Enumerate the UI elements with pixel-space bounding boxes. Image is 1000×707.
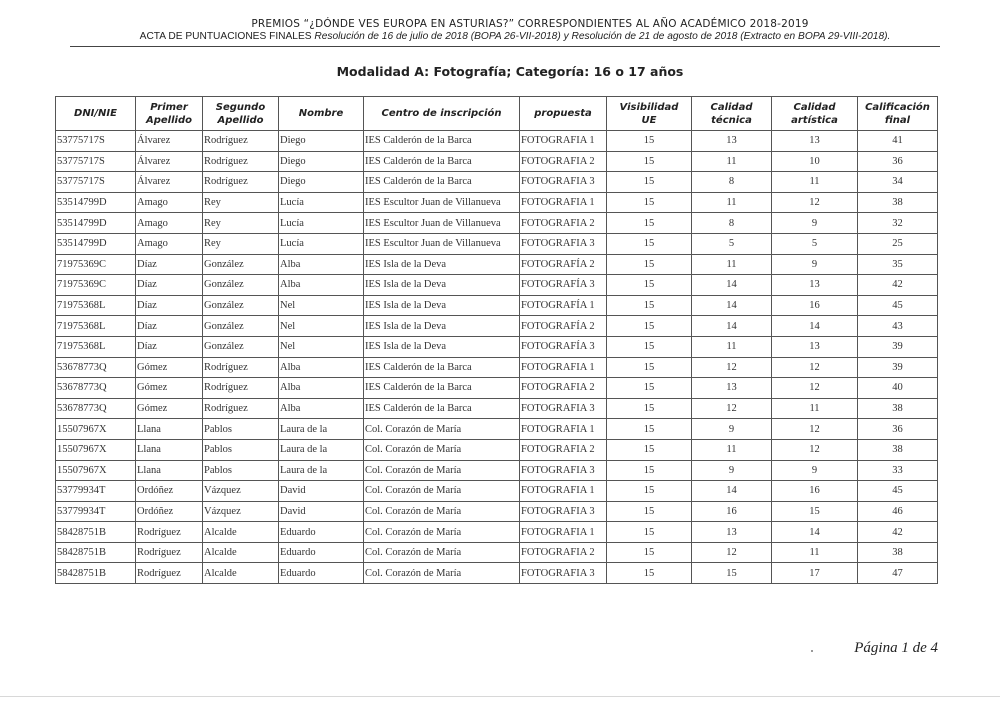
cell-centro: Col. Corazón de María bbox=[364, 419, 520, 440]
cell-propuesta: FOTOGRAFIA 3 bbox=[520, 563, 607, 584]
cell-calificacion-final: 47 bbox=[858, 563, 938, 584]
table-row bbox=[56, 563, 938, 584]
cell-nombre: Alba bbox=[279, 275, 364, 296]
cell-dni: 53779934T bbox=[56, 481, 136, 502]
cell-segundo-apellido: Rodríguez bbox=[203, 378, 279, 399]
cell-calidad-artistica: 14 bbox=[772, 316, 858, 337]
cell-primer-apellido: Amago bbox=[136, 233, 203, 254]
cell-dni: 53514799D bbox=[56, 192, 136, 213]
cell-dni: 53514799D bbox=[56, 213, 136, 234]
cell-segundo-apellido: Rodríguez bbox=[203, 357, 279, 378]
cell-calificacion-final: 36 bbox=[858, 419, 938, 440]
cell-propuesta: FOTOGRAFIA 1 bbox=[520, 357, 607, 378]
cell-calificacion-final: 39 bbox=[858, 336, 938, 357]
cell-visibilidad: 15 bbox=[607, 542, 692, 563]
cell-calidad-artistica: 12 bbox=[772, 357, 858, 378]
table-row bbox=[56, 522, 938, 543]
cell-propuesta: FOTOGRAFIA 3 bbox=[520, 398, 607, 419]
cell-primer-apellido: Gómez bbox=[136, 398, 203, 419]
cell-centro: Col. Corazón de María bbox=[364, 460, 520, 481]
cell-primer-apellido: Díaz bbox=[136, 336, 203, 357]
cell-primer-apellido: Álvarez bbox=[136, 172, 203, 193]
cell-dni: 53678773Q bbox=[56, 357, 136, 378]
col-propuesta: propuesta bbox=[520, 97, 607, 131]
cell-nombre: David bbox=[279, 501, 364, 522]
header-subtitle bbox=[30, 31, 1000, 42]
cell-propuesta: FOTOGRAFIA 2 bbox=[520, 378, 607, 399]
table-row bbox=[56, 378, 938, 399]
cell-propuesta: FOTOGRAFÍA 3 bbox=[520, 336, 607, 357]
cell-nombre: Nel bbox=[279, 316, 364, 337]
table-row bbox=[56, 398, 938, 419]
col-nombre: Nombre bbox=[279, 97, 364, 131]
cell-visibilidad: 15 bbox=[607, 295, 692, 316]
table-row bbox=[56, 439, 938, 460]
cell-primer-apellido: Rodríguez bbox=[136, 542, 203, 563]
table-row bbox=[56, 542, 938, 563]
table-row bbox=[56, 295, 938, 316]
cell-propuesta: FOTOGRAFIA 1 bbox=[520, 192, 607, 213]
cell-segundo-apellido: González bbox=[203, 254, 279, 275]
cell-centro: Col. Corazón de María bbox=[364, 481, 520, 502]
cell-segundo-apellido: Pablos bbox=[203, 419, 279, 440]
table-row bbox=[56, 336, 938, 357]
cell-calidad-tecnica: 14 bbox=[692, 295, 772, 316]
cell-dni: 53514799D bbox=[56, 233, 136, 254]
cell-centro: IES Isla de la Deva bbox=[364, 275, 520, 296]
cell-visibilidad: 15 bbox=[607, 460, 692, 481]
cell-calificacion-final: 36 bbox=[858, 151, 938, 172]
cell-dni: 58428751B bbox=[56, 522, 136, 543]
cell-propuesta: FOTOGRAFIA 2 bbox=[520, 439, 607, 460]
cell-calidad-artistica: 12 bbox=[772, 378, 858, 399]
cell-nombre: Alba bbox=[279, 378, 364, 399]
cell-segundo-apellido: Rey bbox=[203, 192, 279, 213]
cell-centro: Col. Corazón de María bbox=[364, 563, 520, 584]
cell-calificacion-final: 38 bbox=[858, 398, 938, 419]
cell-visibilidad: 15 bbox=[607, 131, 692, 152]
cell-calidad-artistica: 10 bbox=[772, 151, 858, 172]
cell-nombre: Eduardo bbox=[279, 563, 364, 584]
cell-centro: Col. Corazón de María bbox=[364, 522, 520, 543]
cell-segundo-apellido: Pablos bbox=[203, 439, 279, 460]
cell-visibilidad: 15 bbox=[607, 254, 692, 275]
cell-visibilidad: 15 bbox=[607, 378, 692, 399]
cell-primer-apellido: Rodríguez bbox=[136, 522, 203, 543]
cell-calificacion-final: 42 bbox=[858, 522, 938, 543]
cell-dni: 71975368L bbox=[56, 295, 136, 316]
cell-primer-apellido: Álvarez bbox=[136, 151, 203, 172]
cell-calidad-artistica: 11 bbox=[772, 172, 858, 193]
header-divider bbox=[70, 46, 940, 47]
page-number: Página 1 de 4 bbox=[854, 640, 938, 656]
cell-primer-apellido: Rodríguez bbox=[136, 563, 203, 584]
cell-calidad-tecnica: 12 bbox=[692, 542, 772, 563]
cell-segundo-apellido: Alcalde bbox=[203, 522, 279, 543]
cell-calidad-artistica: 9 bbox=[772, 254, 858, 275]
cell-primer-apellido: Gómez bbox=[136, 378, 203, 399]
cell-primer-apellido: Ordóñez bbox=[136, 501, 203, 522]
table-row bbox=[56, 316, 938, 337]
cell-visibilidad: 15 bbox=[607, 501, 692, 522]
cell-propuesta: FOTOGRAFIA 2 bbox=[520, 542, 607, 563]
cell-calidad-artistica: 13 bbox=[772, 336, 858, 357]
cell-calidad-artistica: 14 bbox=[772, 522, 858, 543]
cell-calidad-tecnica: 13 bbox=[692, 378, 772, 399]
cell-centro: IES Escultor Juan de Villanueva bbox=[364, 213, 520, 234]
cell-visibilidad: 15 bbox=[607, 481, 692, 502]
cell-visibilidad: 15 bbox=[607, 439, 692, 460]
cell-centro: IES Calderón de la Barca bbox=[364, 172, 520, 193]
cell-centro: Col. Corazón de María bbox=[364, 439, 520, 460]
header-title: PREMIOS “¿DÓNDE VES EUROPA EN ASTURIAS?” CORRESPONDIENTES AL AÑO ACADÉMICO 2018-2019 bbox=[251, 18, 809, 30]
cell-visibilidad: 15 bbox=[607, 275, 692, 296]
cell-calidad-tecnica: 13 bbox=[692, 522, 772, 543]
cell-centro: IES Escultor Juan de Villanueva bbox=[364, 192, 520, 213]
cell-propuesta: FOTOGRAFIA 1 bbox=[520, 131, 607, 152]
cell-calidad-artistica: 16 bbox=[772, 481, 858, 502]
cell-primer-apellido: Díaz bbox=[136, 254, 203, 275]
cell-propuesta: FOTOGRAFIA 1 bbox=[520, 522, 607, 543]
header-subtitle-resolution: Resolución de 16 de julio de 2018 (BOPA 26-VII-2018) y Resolución de 21 de agosto de 2018 (Extracto en BOPA 29-VIII-2018). bbox=[314, 31, 891, 42]
cell-segundo-apellido: Rey bbox=[203, 233, 279, 254]
cell-calificacion-final: 43 bbox=[858, 316, 938, 337]
cell-dni: 15507967X bbox=[56, 419, 136, 440]
cell-centro: IES Isla de la Deva bbox=[364, 316, 520, 337]
cell-segundo-apellido: Rodríguez bbox=[203, 398, 279, 419]
cell-calificacion-final: 42 bbox=[858, 275, 938, 296]
cell-propuesta: FOTOGRAFIA 2 bbox=[520, 151, 607, 172]
cell-primer-apellido: Llana bbox=[136, 419, 203, 440]
cell-calidad-tecnica: 11 bbox=[692, 151, 772, 172]
cell-calificacion-final: 38 bbox=[858, 192, 938, 213]
cell-nombre: Alba bbox=[279, 398, 364, 419]
table-row bbox=[56, 254, 938, 275]
cell-propuesta: FOTOGRAFIA 3 bbox=[520, 460, 607, 481]
cell-calidad-tecnica: 11 bbox=[692, 439, 772, 460]
header-subtitle-plain: ACTA DE PUNTUACIONES FINALES bbox=[139, 31, 315, 42]
cell-segundo-apellido: González bbox=[203, 275, 279, 296]
cell-dni: 53779934T bbox=[56, 501, 136, 522]
table-row bbox=[56, 275, 938, 296]
cell-calificacion-final: 45 bbox=[858, 295, 938, 316]
col-centro: Centro de inscripción bbox=[364, 97, 520, 131]
cell-dni: 58428751B bbox=[56, 542, 136, 563]
cell-segundo-apellido: Rodríguez bbox=[203, 131, 279, 152]
cell-nombre: Eduardo bbox=[279, 542, 364, 563]
cell-visibilidad: 15 bbox=[607, 336, 692, 357]
cell-dni: 53775717S bbox=[56, 172, 136, 193]
cell-calificacion-final: 40 bbox=[858, 378, 938, 399]
cell-dni: 53678773Q bbox=[56, 378, 136, 399]
cell-visibilidad: 15 bbox=[607, 151, 692, 172]
cell-dni: 71975368L bbox=[56, 316, 136, 337]
cell-nombre: Alba bbox=[279, 357, 364, 378]
cell-calificacion-final: 41 bbox=[858, 131, 938, 152]
cell-propuesta: FOTOGRAFÍA 2 bbox=[520, 254, 607, 275]
cell-calidad-tecnica: 14 bbox=[692, 316, 772, 337]
cell-visibilidad: 15 bbox=[607, 398, 692, 419]
cell-calificacion-final: 35 bbox=[858, 254, 938, 275]
cell-calificacion-final: 38 bbox=[858, 542, 938, 563]
cell-visibilidad: 15 bbox=[607, 172, 692, 193]
cell-calificacion-final: 34 bbox=[858, 172, 938, 193]
col-calidad-tecnica: Calidad técnica bbox=[692, 97, 772, 131]
cell-calidad-artistica: 11 bbox=[772, 398, 858, 419]
scores-table bbox=[55, 96, 938, 584]
cell-segundo-apellido: González bbox=[203, 316, 279, 337]
cell-calidad-artistica: 9 bbox=[772, 460, 858, 481]
cell-calidad-tecnica: 5 bbox=[692, 233, 772, 254]
cell-calidad-tecnica: 14 bbox=[692, 481, 772, 502]
cell-nombre: Lucía bbox=[279, 213, 364, 234]
cell-calidad-artistica: 12 bbox=[772, 419, 858, 440]
col-segundo-apellido: Segundo Apellido bbox=[203, 97, 279, 131]
cell-centro: IES Calderón de la Barca bbox=[364, 131, 520, 152]
cell-dni: 71975369C bbox=[56, 254, 136, 275]
cell-centro: Col. Corazón de María bbox=[364, 501, 520, 522]
cell-calificacion-final: 39 bbox=[858, 357, 938, 378]
cell-calidad-artistica: 13 bbox=[772, 131, 858, 152]
cell-primer-apellido: Díaz bbox=[136, 295, 203, 316]
cell-centro: Col. Corazón de María bbox=[364, 542, 520, 563]
cell-calidad-tecnica: 13 bbox=[692, 131, 772, 152]
cell-calidad-artistica: 12 bbox=[772, 192, 858, 213]
cell-segundo-apellido: Alcalde bbox=[203, 542, 279, 563]
table-row bbox=[56, 419, 938, 440]
cell-calidad-artistica: 11 bbox=[772, 542, 858, 563]
cell-primer-apellido: Gómez bbox=[136, 357, 203, 378]
cell-primer-apellido: Amago bbox=[136, 213, 203, 234]
table-row bbox=[56, 460, 938, 481]
cell-calidad-tecnica: 12 bbox=[692, 398, 772, 419]
cell-calidad-tecnica: 11 bbox=[692, 336, 772, 357]
cell-calidad-tecnica: 8 bbox=[692, 213, 772, 234]
cell-segundo-apellido: Rey bbox=[203, 213, 279, 234]
cell-nombre: Diego bbox=[279, 151, 364, 172]
cell-nombre: Laura de la bbox=[279, 460, 364, 481]
cell-calificacion-final: 25 bbox=[858, 233, 938, 254]
cell-nombre: Eduardo bbox=[279, 522, 364, 543]
table-row bbox=[56, 233, 938, 254]
cell-nombre: Alba bbox=[279, 254, 364, 275]
scan-speck bbox=[811, 650, 813, 652]
col-calificacion-final: Calificación final bbox=[858, 97, 938, 131]
cell-nombre: Lucía bbox=[279, 192, 364, 213]
table-body bbox=[56, 131, 938, 584]
table-row bbox=[56, 357, 938, 378]
cell-segundo-apellido: Alcalde bbox=[203, 563, 279, 584]
cell-dni: 15507967X bbox=[56, 439, 136, 460]
cell-segundo-apellido: Pablos bbox=[203, 460, 279, 481]
cell-calidad-tecnica: 8 bbox=[692, 172, 772, 193]
cell-calidad-artistica: 16 bbox=[772, 295, 858, 316]
table-row bbox=[56, 213, 938, 234]
cell-visibilidad: 15 bbox=[607, 213, 692, 234]
col-calidad-artistica: Calidad artística bbox=[772, 97, 858, 131]
cell-primer-apellido: Díaz bbox=[136, 275, 203, 296]
cell-calidad-tecnica: 9 bbox=[692, 419, 772, 440]
cell-propuesta: FOTOGRAFIA 3 bbox=[520, 172, 607, 193]
footer-divider bbox=[0, 696, 1000, 697]
cell-calificacion-final: 32 bbox=[858, 213, 938, 234]
cell-nombre: Laura de la bbox=[279, 419, 364, 440]
cell-calidad-artistica: 12 bbox=[772, 439, 858, 460]
cell-nombre: Diego bbox=[279, 172, 364, 193]
cell-nombre: Lucía bbox=[279, 233, 364, 254]
cell-calidad-tecnica: 16 bbox=[692, 501, 772, 522]
cell-centro: IES Calderón de la Barca bbox=[364, 357, 520, 378]
cell-calidad-tecnica: 12 bbox=[692, 357, 772, 378]
cell-visibilidad: 15 bbox=[607, 563, 692, 584]
cell-nombre: Nel bbox=[279, 336, 364, 357]
table-row bbox=[56, 481, 938, 502]
table-header-row bbox=[56, 97, 938, 131]
cell-primer-apellido: Álvarez bbox=[136, 131, 203, 152]
cell-visibilidad: 15 bbox=[607, 357, 692, 378]
document-header bbox=[0, 18, 1000, 42]
cell-calidad-tecnica: 9 bbox=[692, 460, 772, 481]
table-row bbox=[56, 192, 938, 213]
cell-nombre: David bbox=[279, 481, 364, 502]
cell-visibilidad: 15 bbox=[607, 419, 692, 440]
cell-propuesta: FOTOGRAFIA 1 bbox=[520, 419, 607, 440]
cell-primer-apellido: Díaz bbox=[136, 316, 203, 337]
cell-centro: IES Isla de la Deva bbox=[364, 295, 520, 316]
col-dni: DNI/NIE bbox=[56, 97, 136, 131]
cell-calidad-artistica: 15 bbox=[772, 501, 858, 522]
cell-segundo-apellido: Vázquez bbox=[203, 501, 279, 522]
cell-centro: IES Calderón de la Barca bbox=[364, 378, 520, 399]
cell-primer-apellido: Llana bbox=[136, 439, 203, 460]
cell-calidad-artistica: 5 bbox=[772, 233, 858, 254]
cell-calificacion-final: 33 bbox=[858, 460, 938, 481]
cell-calidad-tecnica: 14 bbox=[692, 275, 772, 296]
cell-primer-apellido: Amago bbox=[136, 192, 203, 213]
cell-calidad-tecnica: 11 bbox=[692, 192, 772, 213]
cell-centro: IES Calderón de la Barca bbox=[364, 151, 520, 172]
cell-centro: IES Calderón de la Barca bbox=[364, 398, 520, 419]
cell-dni: 53678773Q bbox=[56, 398, 136, 419]
cell-visibilidad: 15 bbox=[607, 522, 692, 543]
section-title: Modalidad A: Fotografía; Categoría: 16 o 17 años bbox=[336, 64, 684, 79]
cell-dni: 71975368L bbox=[56, 336, 136, 357]
cell-centro: IES Isla de la Deva bbox=[364, 336, 520, 357]
cell-calidad-artistica: 17 bbox=[772, 563, 858, 584]
cell-centro: IES Isla de la Deva bbox=[364, 254, 520, 275]
cell-dni: 53775717S bbox=[56, 151, 136, 172]
cell-propuesta: FOTOGRAFIA 3 bbox=[520, 501, 607, 522]
cell-nombre: Diego bbox=[279, 131, 364, 152]
cell-segundo-apellido: González bbox=[203, 336, 279, 357]
cell-propuesta: FOTOGRAFIA 3 bbox=[520, 233, 607, 254]
cell-calificacion-final: 46 bbox=[858, 501, 938, 522]
cell-dni: 58428751B bbox=[56, 563, 136, 584]
cell-propuesta: FOTOGRAFIA 1 bbox=[520, 481, 607, 502]
cell-centro: IES Escultor Juan de Villanueva bbox=[364, 233, 520, 254]
cell-visibilidad: 15 bbox=[607, 316, 692, 337]
cell-dni: 53775717S bbox=[56, 131, 136, 152]
cell-dni: 15507967X bbox=[56, 460, 136, 481]
cell-calidad-artistica: 13 bbox=[772, 275, 858, 296]
cell-nombre: Nel bbox=[279, 295, 364, 316]
cell-calidad-tecnica: 11 bbox=[692, 254, 772, 275]
table-row bbox=[56, 501, 938, 522]
cell-segundo-apellido: González bbox=[203, 295, 279, 316]
table-row bbox=[56, 172, 938, 193]
cell-dni: 71975369C bbox=[56, 275, 136, 296]
table-row bbox=[56, 151, 938, 172]
cell-propuesta: FOTOGRAFÍA 3 bbox=[520, 275, 607, 296]
cell-segundo-apellido: Rodríguez bbox=[203, 151, 279, 172]
col-visibilidad: Visibilidad UE bbox=[607, 97, 692, 131]
cell-propuesta: FOTOGRAFIA 2 bbox=[520, 213, 607, 234]
cell-calificacion-final: 45 bbox=[858, 481, 938, 502]
table-row bbox=[56, 131, 938, 152]
cell-primer-apellido: Llana bbox=[136, 460, 203, 481]
cell-calificacion-final: 38 bbox=[858, 439, 938, 460]
cell-segundo-apellido: Rodríguez bbox=[203, 172, 279, 193]
cell-calidad-tecnica: 15 bbox=[692, 563, 772, 584]
cell-propuesta: FOTOGRAFÍA 2 bbox=[520, 316, 607, 337]
cell-calidad-artistica: 9 bbox=[772, 213, 858, 234]
cell-visibilidad: 15 bbox=[607, 192, 692, 213]
cell-primer-apellido: Ordóñez bbox=[136, 481, 203, 502]
cell-segundo-apellido: Vázquez bbox=[203, 481, 279, 502]
cell-propuesta: FOTOGRAFÍA 1 bbox=[520, 295, 607, 316]
cell-visibilidad: 15 bbox=[607, 233, 692, 254]
col-primer-apellido: Primer Apellido bbox=[136, 97, 203, 131]
cell-nombre: Laura de la bbox=[279, 439, 364, 460]
